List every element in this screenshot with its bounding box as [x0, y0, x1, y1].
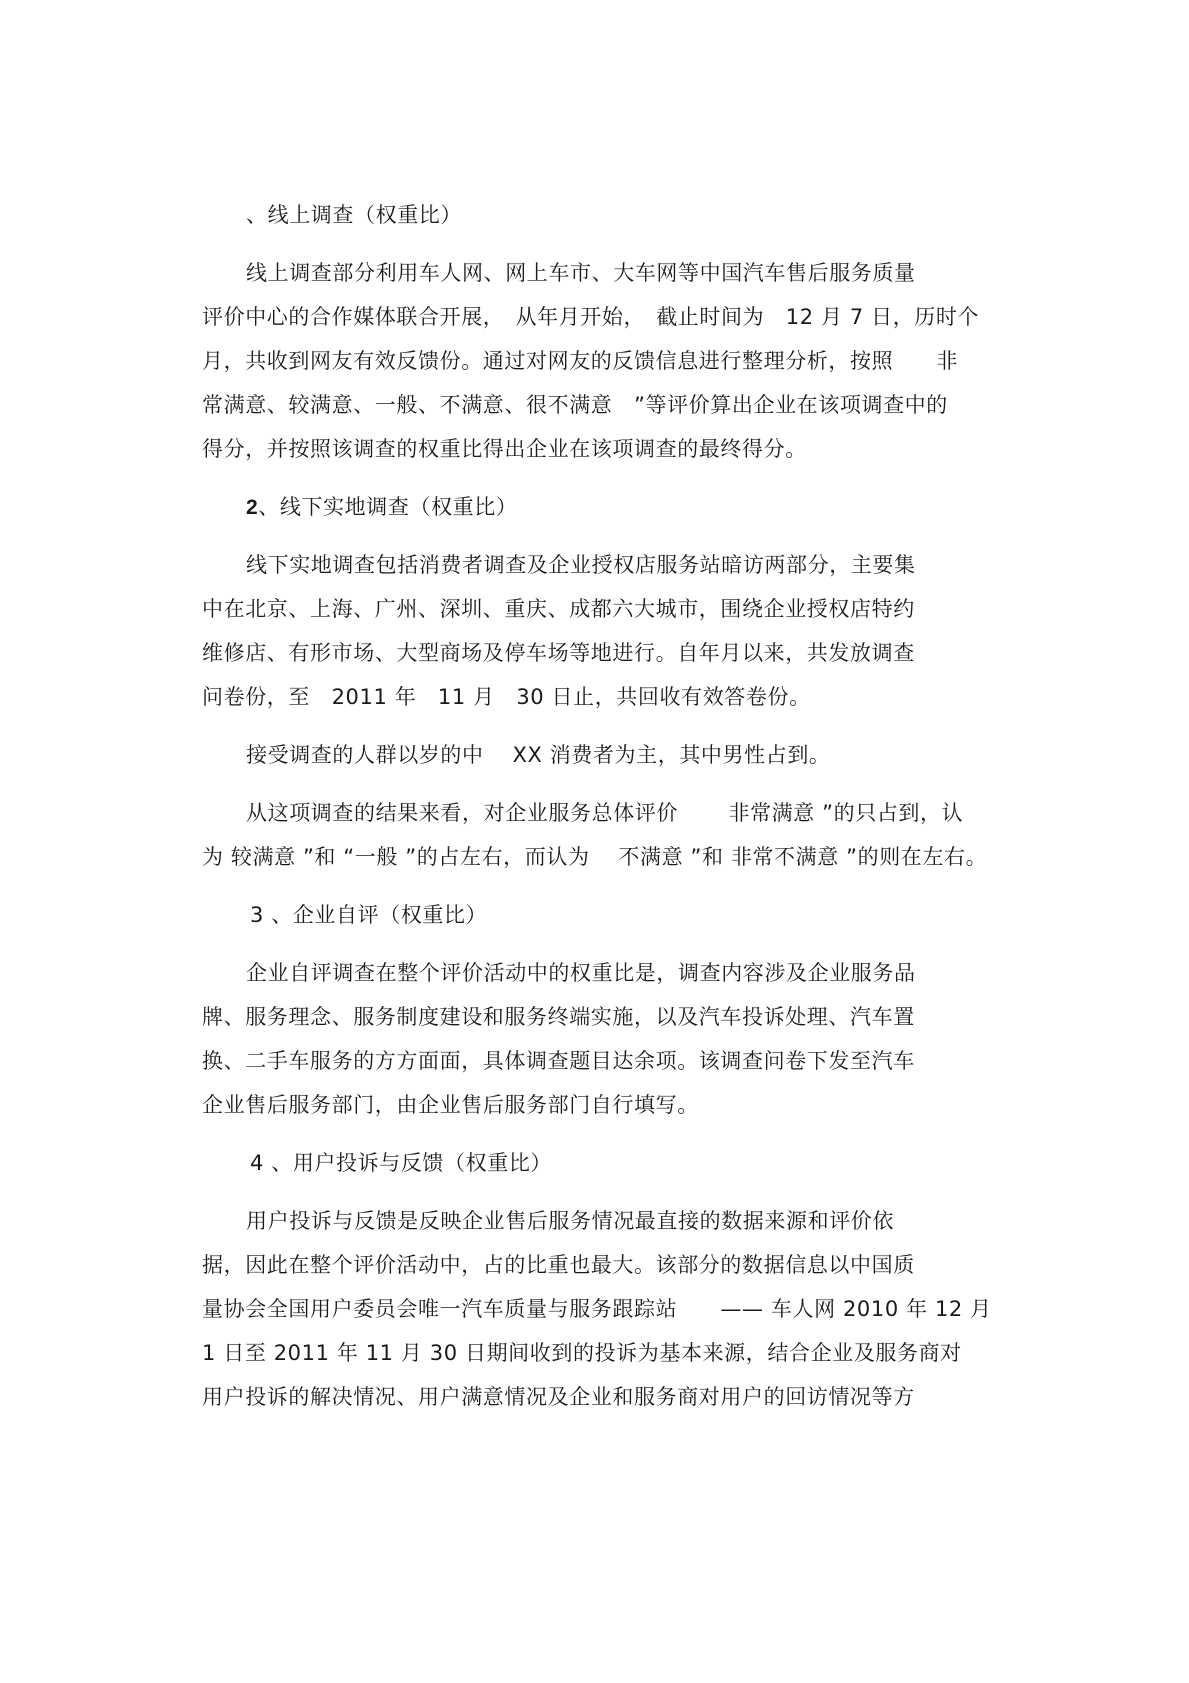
section2-line-1: 线下实地调查包括消费者调查及企业授权店服务站暗访两部分，主要集: [246, 553, 916, 577]
section2-heading-number: 2: [246, 496, 259, 519]
section1-line-5: 得分，并按照该调查的权重比得出企业在该项调查的最终得分。: [202, 437, 807, 461]
section3-heading: 3 、企业自评（权重比）: [250, 903, 488, 927]
section1-line-1: 线上调查部分利用车人网、网上车市、大车网等中国汽车售后服务质量: [246, 261, 916, 285]
section4-line-1: 用户投诉与反馈是反映企业售后服务情况最直接的数据来源和评价依: [246, 1209, 894, 1233]
section3-line-2: 牌、服务理念、服务制度建设和服务终端实施，以及汽车投诉处理、汽车置: [202, 1005, 915, 1029]
section2-paragraph3-line-1: 从这项调查的结果来看，对企业服务总体评价 非常满意 ”的只占到，认: [246, 801, 964, 825]
section1-line-2: 评价中心的合作媒体联合开展， 从年月开始， 截止时间为 12 月 7 日，历时个: [202, 305, 980, 329]
section4-heading: 4 、用户投诉与反馈（权重比）: [250, 1151, 553, 1175]
section4-line-2: 据，因此在整个评价活动中，占的比重也最大。该部分的数据信息以中国质: [202, 1253, 915, 1277]
section4-line-4: 1 日至 2011 年 11 月 30 日期间收到的投诉为基本来源，结合企业及服务商对: [202, 1341, 962, 1365]
section2-heading: [246, 492, 517, 523]
section3-line-3: 换、二手车服务的方方面面，具体调查题目达余项。该调查问卷下发至汽车: [202, 1049, 915, 1073]
section3-line-4: 企业售后服务部门，由企业售后服务部门自行填写。: [202, 1093, 699, 1117]
section4-line-3: 量协会全国用户委员会唯一汽车质量与服务跟踪站 —— 车人网 2010 年 12 月: [202, 1297, 992, 1321]
section2-line-4: 问卷份，至 2011 年 11 月 30 日止，共回收有效答卷份。: [202, 685, 811, 709]
section2-line-2: 中在北京、上海、广州、深圳、重庆、成都六大城市，围绕企业授权店特约: [202, 597, 915, 621]
section1-line-3: 月，共收到网友有效反馈份。通过对网友的反馈信息进行整理分析，按照 非: [202, 349, 958, 373]
section1-line-4: 常满意、较满意、一般、不满意、很不满意 ”等评价算出企业在该项调查中的: [202, 393, 948, 417]
section2-line-3: 维修店、有形市场、大型商场及停车场等地进行。自年月以来，共发放调查: [202, 641, 915, 665]
section3-line-1: 企业自评调查在整个评价活动中的权重比是，调查内容涉及企业服务品: [246, 961, 916, 985]
section2-heading-text: 、线下实地调查（权重比）: [258, 495, 518, 519]
section4-line-5: 用户投诉的解决情况、用户满意情况及企业和服务商对用户的回访情况等方: [202, 1385, 915, 1409]
section2-paragraph3-line-2: 为 较满意 ”和 “一般 ”的占左右，而认为 不满意 ”和 非常不满意 ”的则在左右。: [202, 845, 988, 869]
section1-heading: 、线上调查（权重比）: [246, 203, 462, 227]
section2-paragraph2: 接受调查的人群以岁的中 XX 消费者为主，其中男性占到。: [246, 743, 831, 767]
